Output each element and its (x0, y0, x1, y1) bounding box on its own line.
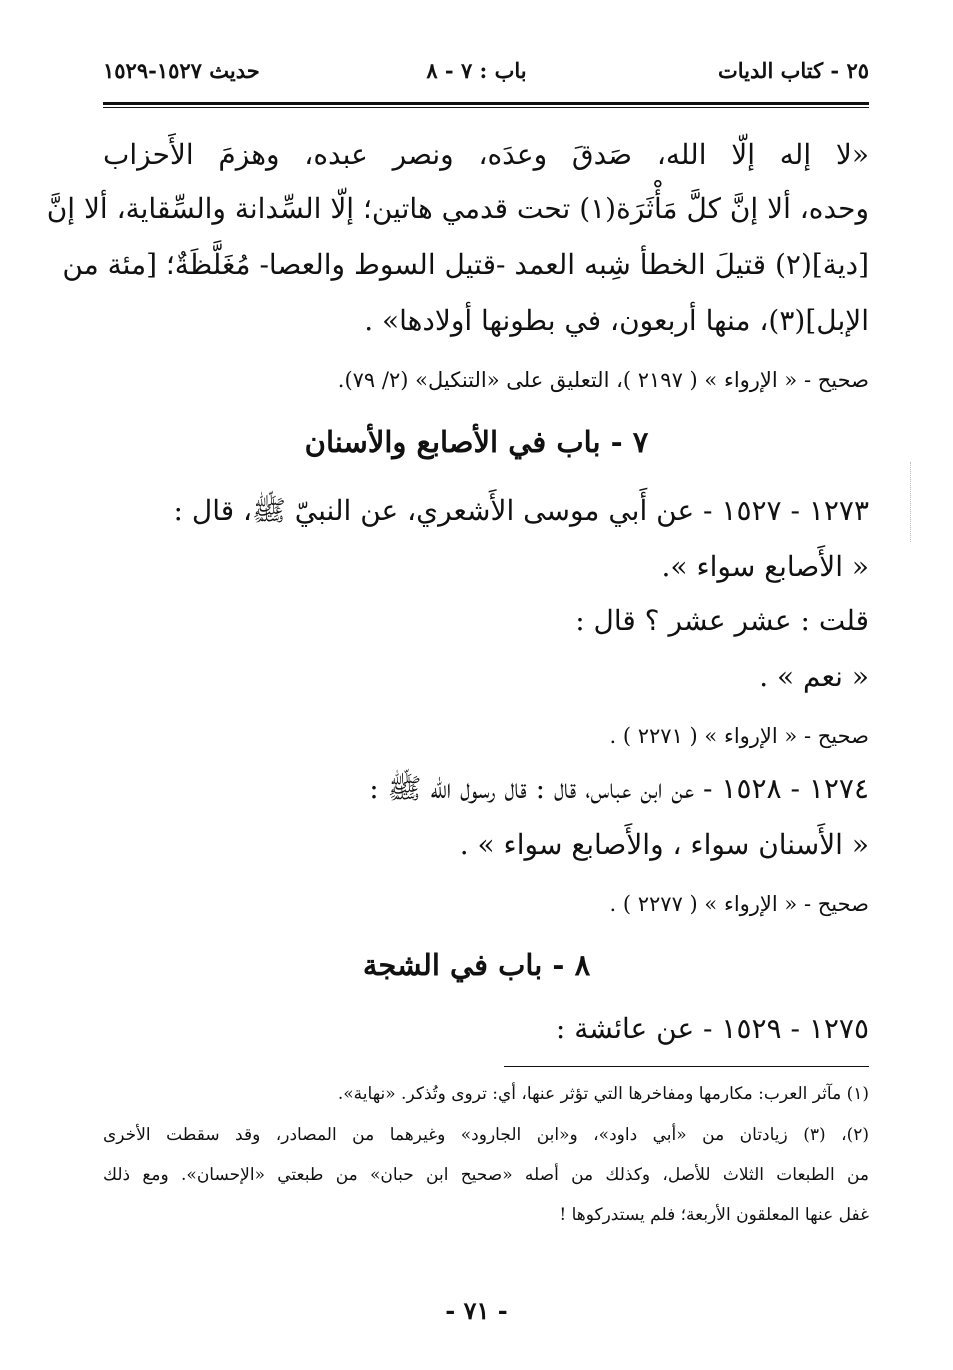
running-header-hadith-range: حديث ١٥٢٧-١٥٢٩ (103, 58, 260, 83)
hadith-1274-intro: ١٢٧٤ - ١٥٢٨ - عن ابن عباس، قال : قال رسول الله ﷺ : (369, 772, 869, 805)
text-line-1: «لا إله إلّا الله، صَدقَ وعدَه، ونصر عبده، وهزمَ الأَحزاب (103, 138, 869, 171)
header-rule (103, 102, 869, 105)
footnote-separator (504, 1066, 869, 1067)
footnote-2-line-2: من الطبعات الثلاث للأصل، وكذلك من أصله «صحيح ابن حبان» من طبعتي «الإحسان». ومع ذلك (103, 1165, 869, 1185)
footnote-2-line-3: غفل عنها المعلقون الأربعة؛ فلم يستدركوها ! (559, 1205, 869, 1225)
section-7-title: ٧ - باب في الأصابع والأسنان (304, 425, 649, 459)
hadith-1273-intro: ١٢٧٣ - ١٥٢٧ - عن أَبي موسى الأَشعري، عن النبيّ ﷺ، قال : (173, 494, 869, 527)
page-number: - ٧١ - (445, 1296, 508, 1325)
hadith-1275-intro: ١٢٧٥ - ١٥٢٩ - عن عائشة : (555, 1012, 869, 1045)
section-8-title: ٨ - باب في الشجة (362, 948, 591, 982)
footnote-2-line-1: (٢)، (٣) زيادتان من «أبي داود»، و«ابن الجارود» وغيرهما من المصادر، وقد سقطت الأخرى (103, 1125, 870, 1145)
hadith-1273-question: قلت : عشر عشر ؟ قال : (575, 604, 869, 637)
footnote-1: (١) مآثر العرب: مكارمها ومفاخرها التي تؤثر عنها، أي: تروى وتُذكر. «نهاية». (337, 1084, 869, 1104)
grade-line-1: صحيح - « الإرواء » ( ٢١٩٧ )، التعليق على «التنكيل» (٢/ ٧٩). (337, 368, 869, 392)
text-line-2: وحده، ألا إنَّ كلَّ مَأْثَرَة(١) تحت قدمي هاتين؛ إلّا السِّدانة والسِّقاية، ألا إنَّ (46, 192, 869, 225)
hadith-1273-quote: « الأَصابع سواء ». (661, 550, 869, 583)
scan-margin-mark (910, 462, 911, 542)
running-header-chapter: ٢٥ - كتاب الديات (718, 58, 869, 83)
hadith-1274-grade: صحيح - « الإرواء » ( ٢٢٧٧ ) . (609, 892, 869, 916)
text-line-3: [دية](٢) قتيلَ الخطأ شِبه العمد -قتيل السوط والعصا- مُغَلَّظَةٌ؛ [مئة من (62, 248, 869, 281)
hadith-1273-grade: صحيح - « الإرواء » ( ٢٢٧١ ) . (609, 724, 869, 748)
hadith-1273-answer: « نعم » . (759, 660, 869, 693)
header-rule-thin (103, 107, 869, 108)
hadith-1274-quote: « الأَسنان سواء ، والأَصابع سواء » . (459, 828, 869, 861)
running-header-section: باب : ٧ - ٨ (426, 58, 527, 83)
text-line-4: الإبل](٣)، منها أربعون، في بطونها أولادها» . (364, 304, 869, 337)
